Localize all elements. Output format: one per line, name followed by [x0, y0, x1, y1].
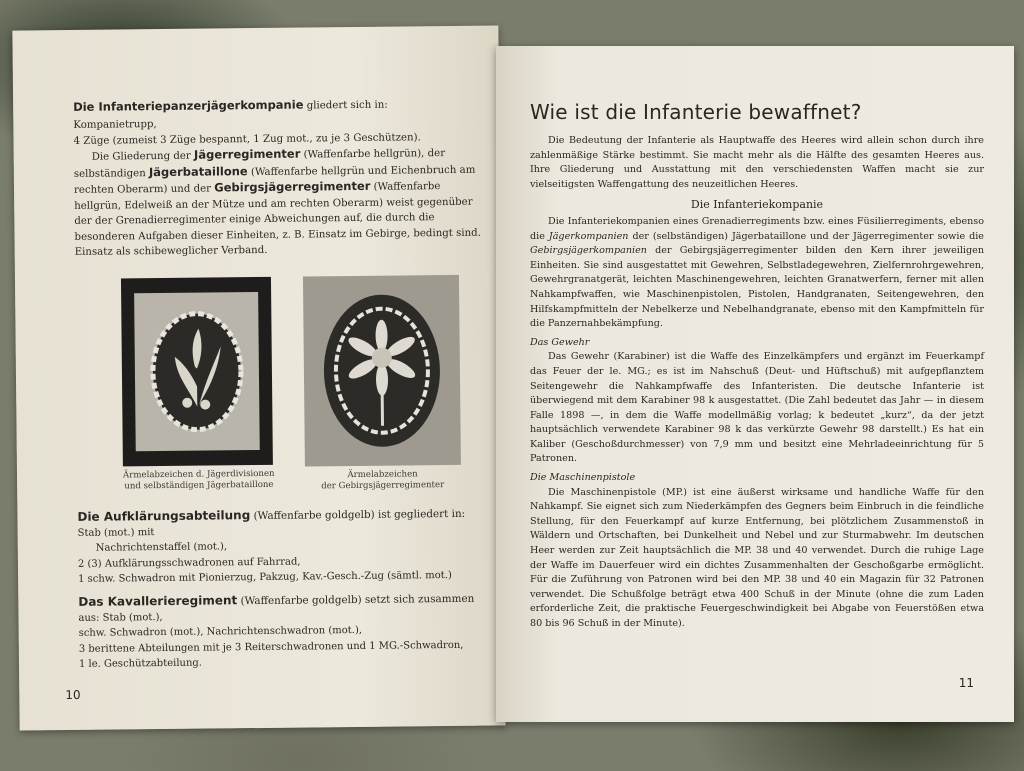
- company-text-2: der (selbständigen) Jägerbataillone und der Jägerregimenter sowie die: [632, 230, 984, 242]
- aufklaerung-list: [78, 521, 487, 587]
- para-gebirgs: Gebirgsjägerregimenter: [214, 178, 371, 195]
- kavallerie-title: Das Kavallerieregiment: [78, 592, 238, 609]
- edelweiss-badge-icon: [302, 274, 460, 466]
- company-text-3: der Gebirgsjägerregimenter bilden den Kern ihrer jeweiligen Einheiten. Sie sind ausgestattet mit Gewehren, Selbstladegewehren, Zielfernrohrgewehren, Gewehrgranatgerät, leichten Maschinengewehren, leichten Granatwerfern, ferner mit allen Nahkampfwaffen, wie Maschinenpistolen, Pistolen, Handgranaten, Seitengewehren, den Hilfskampfmitteln der Nebelkerze und Nebelhandgranate, ebenso mit den Kampfmitteln für die Panzernahbekämpfung.: [530, 245, 985, 330]
- list-item: Stab (mot.) mit: [77, 526, 155, 539]
- badge-right-block: [302, 274, 460, 492]
- left-page: [12, 25, 505, 730]
- mp-heading: Die Maschinenpistole: [530, 472, 636, 484]
- para-rest: (Waffenfarbe hellgrün, Edelweiß an der Mütze und am rechten Oberarm) weist gegenüber der der Grenadierregimenter einige Abweichungen auf, die durch die besonderen Aufgaben dieser Einheiten, z. B. Einsatz im Gebirge, bedingt sind. Einsatz als schibeweglicher Verband.: [74, 181, 481, 258]
- list-item: 1 schw. Schwadron mit Pionierzug, Pakzug, Kav.-Gesch.-Zug (sämtl. mot.): [78, 569, 452, 585]
- intro-paragraph: Die Bedeutung der Infanterie als Hauptwaffe des Heeres wird allein schon durch ihre zahlenmäßige Stärke bestimmt. Sie macht mehr als die Hälfte des gesamten Heeres aus. Ihre Gliederung und Ausstattung mit den verschiedensten Waffen macht sie zur vielseitigsten Waffengattung des neuzeitlichen Heeres.: [530, 135, 984, 190]
- caption-right: [305, 468, 461, 492]
- para-mid-2: (Waffenfarbe hellgrün und Eichenbruch am rechten Oberarm) und der: [73, 164, 476, 196]
- jaeger-paragraph: [74, 145, 483, 261]
- caption-left-line-1: Ärmelabzeichen d. Jägerdivisionen: [122, 468, 275, 480]
- caption-right-line-1: Ärmelabzeichen: [347, 468, 418, 480]
- oak-leaf-badge-icon: [121, 276, 273, 466]
- kavallerie-suffix: (Waffenfarbe goldgelb) setzt sich zusammen: [240, 592, 475, 607]
- para-jaeger-bat: Jägerbataillone: [148, 163, 248, 179]
- company-line-1: Kompanietrupp,: [73, 119, 157, 131]
- kavallerie-section: [78, 589, 487, 672]
- page-number-right: 11: [958, 676, 974, 690]
- badge-left-block: [121, 276, 275, 494]
- company-emphasis-1: Jägerkompanien: [548, 230, 629, 242]
- caption-right-line-2: der Gebirgsjägerregimenter: [321, 479, 445, 491]
- page-number-left: 10: [65, 687, 81, 703]
- para-prefix: Die Gliederung der: [91, 150, 191, 163]
- list-item: Nachrichtenstaffel (mot.),: [95, 541, 228, 554]
- list-item: schw. Schwadron (mot.), Nachrichtenschwadron (mot.),: [78, 624, 363, 639]
- gewehr-paragraph: Das Gewehr (Karabiner) ist die Waffe des Einzelkämpfers und ergänzt im Feuerkampf das Feuer der le. MG.; es ist im Nahschuß (Deut- und Hüftschuß) mit aufgepflanztem Seitengewehr die Nahkampfwaffe des Infanteristen. Die deutsche Infanterie ist überwiegend mit dem Karabiner 98 k ausgestattet. (Die Zahl bedeutet das Jahr — in diesem Falle 1898 —, in dem die Waffe modellmäßig vorlag; k bedeutet „kurz“, da der jetzt hauptsächlich verwendete Karabiner 98 k das verkürzte Gewehr 98 darstellt.) Es hat ein Kaliber (Geschoßdurchmesser) von 7,9 mm und besitzt eine Mehrladeeinrichtung für 5 Patronen.: [530, 351, 984, 465]
- right-body: [530, 134, 984, 632]
- aufklaerung-title: Die Aufklärungsabteilung: [77, 507, 251, 524]
- aufklaerung-suffix: (Waffenfarbe goldgelb) ist gegliedert in:: [253, 507, 466, 522]
- company-subhead: Die Infanteriekompanie: [690, 198, 824, 212]
- company-emphasis-2: Gebirgsjägerkompanien: [530, 245, 647, 257]
- list-item: 1 le. Geschützabteilung.: [78, 657, 203, 670]
- aufklaerung-section: [77, 504, 486, 587]
- company-heading-suffix: gliedert sich in:: [306, 99, 388, 112]
- list-item: 3 berittene Abteilungen mit je 3 Reiterschwadronen und 1 MG.-Schwadron,: [78, 639, 464, 655]
- badge-images: [121, 274, 485, 494]
- page-title: Wie ist die Infanterie bewaffnet?: [530, 100, 862, 124]
- company-heading-title: Die Infanteriepanzerjägerkompanie: [73, 97, 304, 114]
- caption-left: [123, 468, 275, 492]
- company-structure: [73, 114, 482, 261]
- list-item: 2 (3) Aufklärungsschwadronen auf Fahrrad,: [77, 556, 301, 570]
- para-jaeger-reg: Jägerregimenter: [193, 146, 301, 162]
- list-item: aus: Stab (mot.),: [78, 611, 163, 624]
- right-page: [496, 46, 1014, 722]
- company-line-2: 4 Züge (zumeist 3 Züge bespannt, 1 Zug mot., zu je 3 Geschützen).: [73, 131, 421, 147]
- company-text-1: Die Infanteriekompanien eines Grenadierregiments bzw. eines Füsilierregiments, ebenso die: [530, 215, 984, 242]
- gewehr-heading: Das Gewehr: [530, 336, 590, 348]
- mp-paragraph: Die Maschinenpistole (MP.) ist eine äußerst wirksame und handliche Waffe für den Nahkampf. Sie eignet sich zum Niederkämpfen des Gegners beim Einbruch in die feindliche Stellung, für den Feuerkampf auf kurze Entfernung, bei plötzlichem Zusammenstoß in Wäldern und Ortschaften, bei Dunkelheit und Nebel und zur Sturmabwehr. Im deutschen Heer werden zur Zeit hauptsächlich die MP. 38 und 40 verwendet. Durch die ruhige Lage der Waffe im Dauerfeuer wird ein dichtes Zusammenhalten der Geschoßgarbe ermöglicht. Für die Zuführung von Patronen wird bei den MP. 38 und 40 ein Magazin für 32 Patronen verwendet. Die Schußfolge beträgt etwa 400 Schuß in der Minute (ohne die zum Laden erforderliche Zeit, die praktische Feuergeschwindigkeit bei Abgabe von Feuerstößen etwa 80 bis 96 Schuß in der Minute).: [530, 486, 984, 629]
- company-paragraph: [530, 215, 984, 332]
- para-mid-1: (Waffenfarbe hellgrün), der selbständigen: [73, 148, 446, 180]
- kavallerie-list: [78, 606, 487, 672]
- company-heading: [73, 96, 481, 114]
- caption-left-line-2: und selbständigen Jägerbataillone: [124, 479, 274, 491]
